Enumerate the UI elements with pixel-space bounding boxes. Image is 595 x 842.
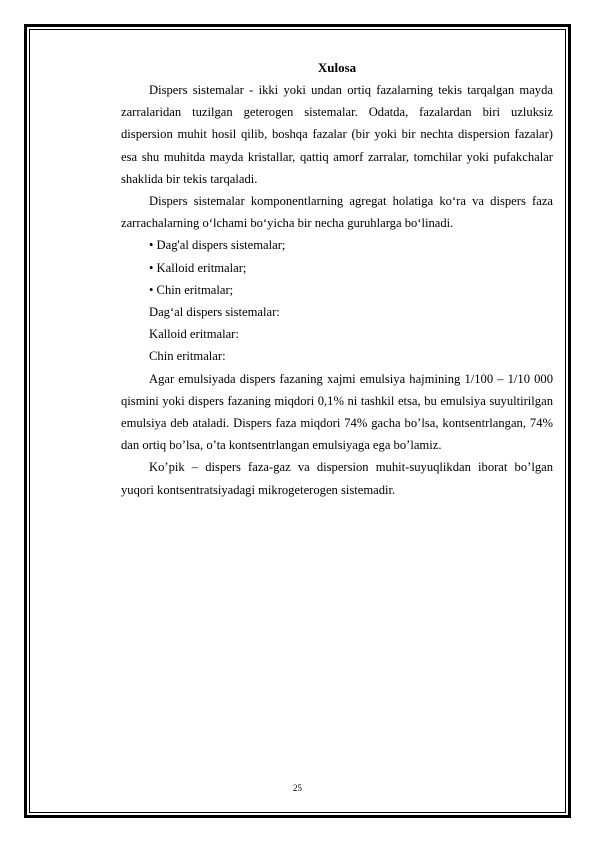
list-item: Dag‘al dispers sistemalar: [149,305,280,320]
list-item: Chin eritmalar: [149,349,226,364]
page-number: 25 [293,783,302,793]
document-title: Xulosa [317,60,357,75]
list-item: • Kalloid eritmalar; [149,260,247,275]
paragraph-foam: Ko’pik – dispers faza-gaz va dispersion muhit-suyuqlikdan iborat bo’lgan yuqori kontsentratsiyadagi mikrogeterogen sistemadir. [121,460,553,497]
document-body [121,57,553,501]
paragraph-classification: Dispers sistemalar komponentlarning agregat holatiga ko‘ra va dispers faza zarrachalarning o‘lchami bo‘yicha bir necha guruhlarga bo‘linadi. [121,194,553,231]
list-item: Kalloid eritmalar: [149,327,239,342]
list-item: • Dag'al dispers sistemalar; [149,238,286,253]
list-item: • Chin eritmalar; [149,282,234,297]
paragraph-definition: Dispers sistemalar - ikki yoki undan ortiq fazalarning tekis tarqalgan mayda zarralaridan tuzilgan geterogen sistemalar. Odatda, fazalardan biri uzluksiz dispersion muhit hosil qilib, boshqa fazalar (bir yoki bir nechta dispersion fazalar) esa shu muhitda mayda kristallar, qattiq amorf zarralar, tomchilar yoki pufakchalar shaklida bir tekis tarqaladi. [121,83,553,186]
paragraph-emulsion: Agar emulsiyada dispers fazaning xajmi emulsiya hajmining 1/100 – 1/10 000 qismini yoki dispers fazaning miqdori 0,1% ni tashkil etsa, bu emulsiya suyultirilgan emulsiya deb ataladi. Dispers faza miqdori 74% gacha bo’lsa, kontsentrlangan, 74% dan ortiq bo’lsa, o’ta kontsentrlangan emulsiyaga ega bo’lamiz. [121,371,553,453]
